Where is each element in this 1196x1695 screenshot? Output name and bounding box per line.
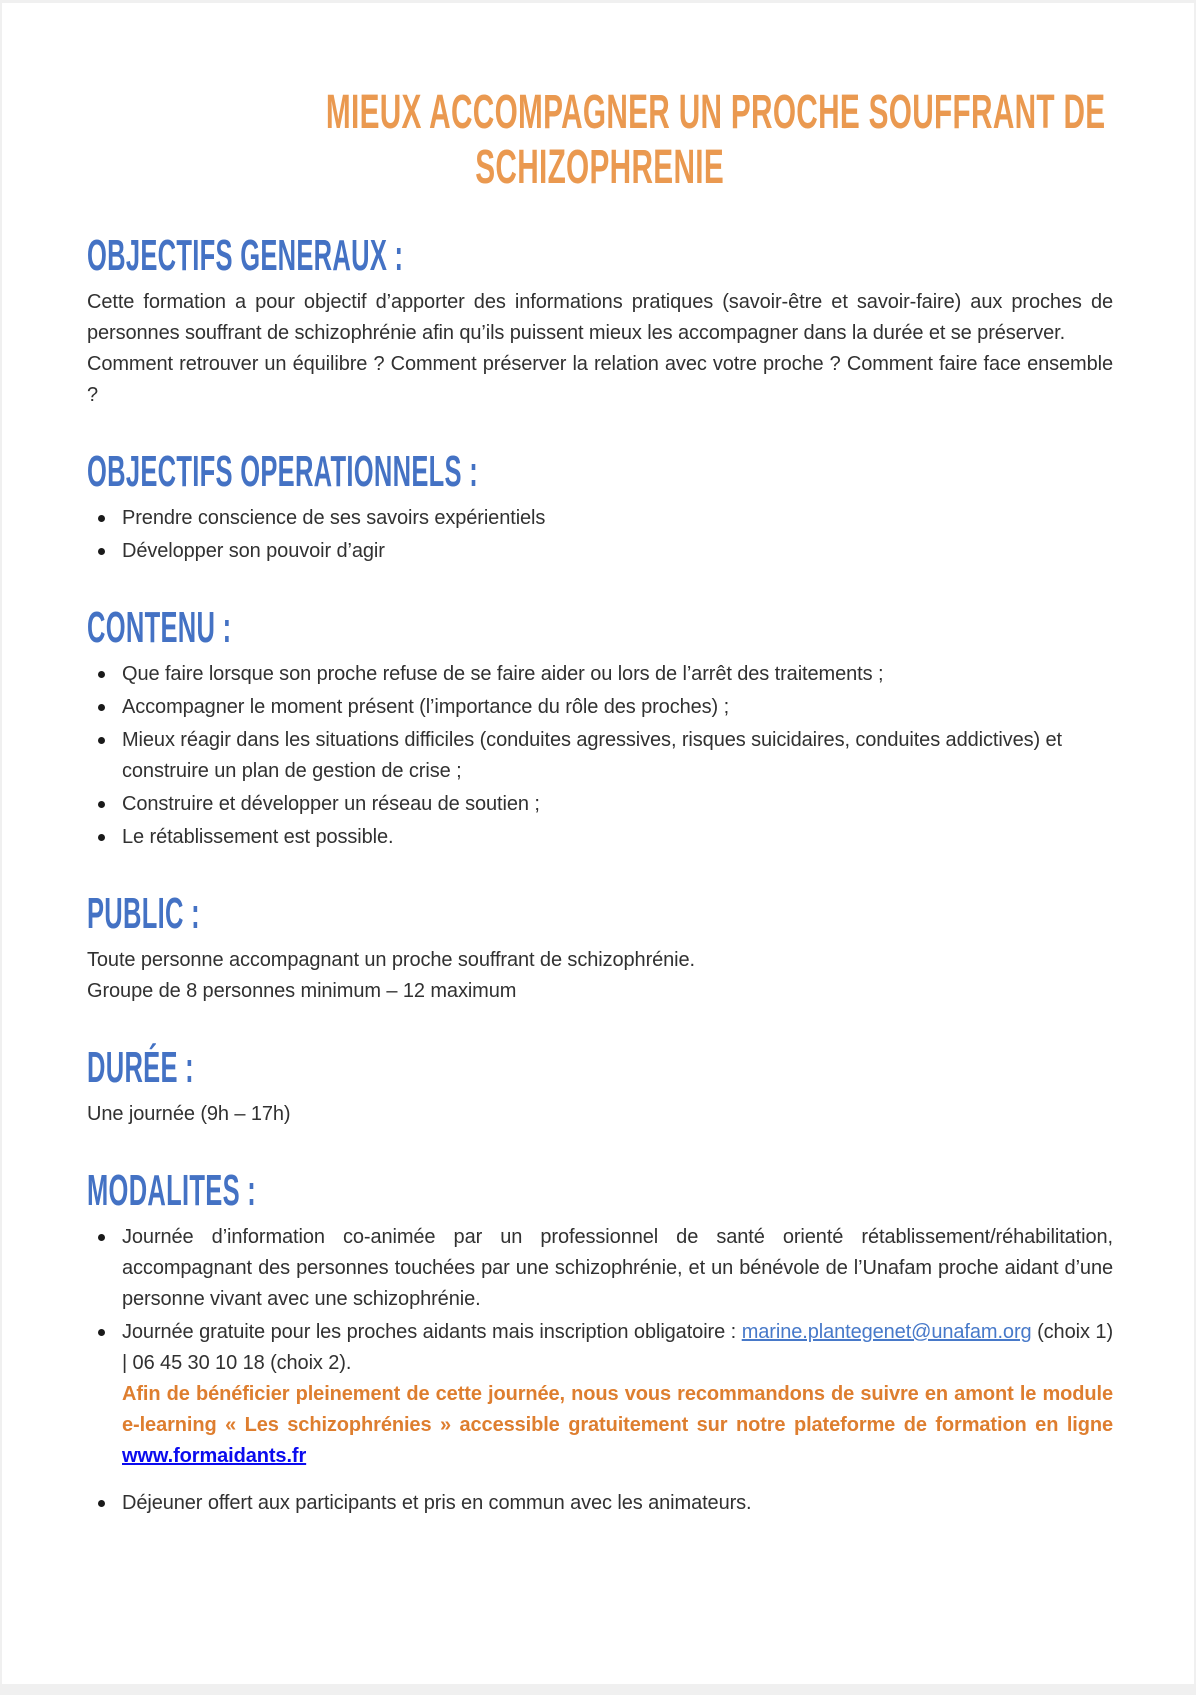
recommendation-text: Afin de bénéficier pleinement de cette journée, nous vous recommandons de suivre en amont le module e-learning « Les schizophrénies » accessible gratuitement sur notre plateforme de formation en ligne bbox=[122, 1383, 1113, 1436]
section-heading-public bbox=[87, 891, 1113, 937]
contenu-list bbox=[87, 659, 1113, 853]
list-item bbox=[87, 1317, 1113, 1472]
section-heading-text: PUBLIC : bbox=[87, 889, 200, 938]
document-title bbox=[87, 85, 1113, 195]
section-heading-modalites bbox=[87, 1168, 1113, 1214]
objectifs-operationnels-list bbox=[87, 503, 1113, 567]
objectifs-generaux-paragraph-1: Cette formation a pour objectif d’apporter des informations pratiques (savoir-être et savoir-faire) aux proches de personnes souffrant de schizophrénie afin qu’ils puissent mieux les accompagner dans la durée et se préserver. bbox=[87, 291, 1113, 344]
document-page bbox=[2, 3, 1194, 1684]
modalites-list bbox=[87, 1222, 1113, 1519]
list-item: Mieux réagir dans les situations difficiles (conduites agressives, risques suicidaires, conduites addictives) et construire un plan de gestion de crise ; bbox=[87, 725, 1113, 787]
list-item: Journée d’information co-animée par un professionnel de santé orienté rétablissement/réhabilitation, accompagnant des personnes touchées par une schizophrénie, et un bénévole de l’Unafam proche aidant d’une personne vivant avec une schizophrénie. bbox=[87, 1222, 1113, 1315]
list-item: Le rétablissement est possible. bbox=[87, 822, 1113, 853]
document-title-line2: SCHIZOPHRENIE bbox=[475, 141, 725, 194]
list-item: Prendre conscience de ses savoirs expérientiels bbox=[87, 503, 1113, 534]
objectifs-generaux-paragraph-2: Comment retrouver un équilibre ? Comment préserver la relation avec votre proche ? Comment faire face ensemble ? bbox=[87, 353, 1113, 406]
public-line-2: Groupe de 8 personnes minimum – 12 maximum bbox=[87, 980, 517, 1002]
section-heading-text: OBJECTIFS GENERAUX : bbox=[87, 231, 404, 280]
list-item: Développer son pouvoir d’agir bbox=[87, 536, 1113, 567]
section-heading-text: MODALITES : bbox=[87, 1166, 257, 1215]
section-heading-objectifs-operationnels bbox=[87, 449, 1113, 495]
section-heading-text: OBJECTIFS OPERATIONNELS : bbox=[87, 447, 479, 496]
inscription-text: Journée gratuite pour les proches aidants mais inscription obligatoire : bbox=[122, 1321, 742, 1343]
website-link[interactable]: www.formaidants.fr bbox=[122, 1445, 307, 1467]
section-heading-text: CONTENU : bbox=[87, 603, 232, 652]
list-item: Accompagner le moment présent (l’importance du rôle des proches) ; bbox=[87, 692, 1113, 723]
list-item: Construire et développer un réseau de soutien ; bbox=[87, 789, 1113, 820]
list-item: Déjeuner offert aux participants et pris en commun avec les animateurs. bbox=[87, 1488, 1113, 1519]
section-heading-duree bbox=[87, 1045, 1113, 1091]
section-heading-objectifs-generaux bbox=[87, 233, 1113, 279]
duree-line-1: Une journée (9h – 17h) bbox=[87, 1103, 291, 1125]
public-line-1: Toute personne accompagnant un proche souffrant de schizophrénie. bbox=[87, 949, 695, 971]
email-link[interactable]: marine.plantegenet@unafam.org bbox=[741, 1321, 1032, 1343]
recommendation-highlight bbox=[122, 1379, 1113, 1472]
document-title-line1: MIEUX ACCOMPAGNER UN PROCHE SOUFFRANT DE bbox=[325, 86, 1106, 139]
inscription-choices-text: (choix 1) | 06 45 30 10 18 (choix 2). bbox=[122, 1321, 1113, 1374]
section-heading-text: DURÉE : bbox=[87, 1043, 194, 1092]
list-item: Que faire lorsque son proche refuse de se faire aider ou lors de l’arrêt des traitements ; bbox=[87, 659, 1113, 690]
section-heading-contenu bbox=[87, 605, 1113, 651]
